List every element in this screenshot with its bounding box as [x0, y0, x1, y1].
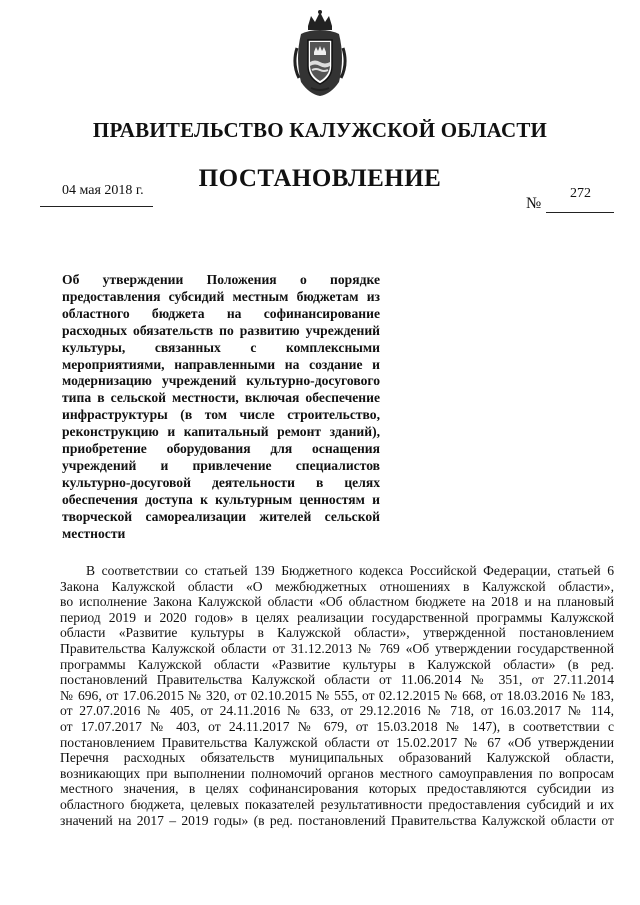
body-line: возникающих при выполнении полномочий органов местного самоуправления по вопросам [60, 765, 614, 781]
body-paragraph [60, 579, 614, 829]
subject-line: инфраструктуры (в том числе строительство, [62, 407, 380, 423]
subject-line: приобретение оборудования для оснащения [62, 441, 380, 457]
document-type-title: ПОСТАНОВЛЕНИЕ [198, 165, 442, 192]
body-line: от 27.07.2016 № 405, от 24.11.2016 № 633, от 29.12.2016 № 718, от 16.03.2017 № 114, [60, 703, 614, 719]
body-line: период 2019 и 2020 годов» в целях реализации государственной программы Калужской [60, 609, 614, 625]
subject-line: творческой самореализации жителей сельской [62, 508, 380, 524]
body-line: во исполнение Закона Калужской области «Об областном бюджете на 2018 и на плановый [60, 594, 614, 610]
document-number: 272 [570, 186, 591, 201]
kaluga-coat-of-arms-icon [291, 8, 349, 98]
subject-line: культурно-досуговой деятельности в целях [62, 474, 380, 490]
body-line: Правительства Калужской области от 31.12.2013 № 769 «Об утверждении государственной [60, 640, 614, 656]
document-body [60, 563, 614, 828]
number-underline [546, 212, 614, 213]
body-line: постановлений Правительства Калужской области от 11.06.2014 № 351, от 27.11.2014 [60, 672, 614, 688]
body-line: от 17.07.2017 № 403, от 24.11.2017 № 679, от 15.03.2018 № 147), в соответствии с [60, 718, 614, 734]
subject-line: учреждений и привлечение специалистов [62, 457, 380, 473]
subject-line: модернизацию учреждений культурно-досугового [62, 373, 380, 389]
body-line: областного бюджета, целевых показателей результативности предоставления субсидий и их [60, 796, 614, 812]
body-line: программы Калужской области «Развитие культуры в Калужской области» (в ред. [60, 656, 614, 672]
body-line: местного значения, в целях софинансирования которых предоставляются субсидии из [60, 781, 614, 797]
government-title: ПРАВИТЕЛЬСТВО КАЛУЖСКОЙ ОБЛАСТИ [92, 118, 548, 142]
body-line: Закона Калужской области «О межбюджетных отношениях в Калужской области», [60, 578, 614, 594]
document-date: 04 мая 2018 г. [62, 183, 144, 198]
subject-line: мероприятиями, направленными на создание и [62, 356, 380, 372]
subject-line: обеспечения доступа к культурным ценностям и [62, 491, 380, 507]
subject-line: предоставления субсидий местным бюджетам из [62, 288, 380, 304]
subject-line: культуры, связанных с комплексными [62, 339, 380, 355]
body-line: области «Развитие культуры в Калужской области», утвержденной постановлением [60, 625, 614, 641]
subject-line: расходных обязательств по развитию учреждений [62, 322, 380, 338]
subject-line: областного бюджета на софинансирование [62, 305, 380, 321]
body-line: № 696, от 17.06.2015 № 320, от 02.10.2015 № 555, от 02.12.2015 № 668, от 18.03.2016 № 183, [60, 687, 614, 703]
subject-line: типа в сельской местности, включая обеспечение [62, 390, 380, 406]
subject-line: местности [62, 525, 126, 541]
body-line: Перечня расходных обязательств муниципальных образований Калужской области, [60, 750, 614, 766]
body-line: постановлением Правительства Калужской области от 15.02.2017 № 67 «Об утверждении [60, 734, 614, 750]
document-subject [62, 272, 380, 543]
body-line: В соответствии со статьей 139 Бюджетного кодекса Российской Федерации, статьей 6 [86, 563, 614, 578]
body-line: значений на 2017 – 2019 годы» (в ред. постановлений Правительства Калужской области от [60, 812, 614, 828]
subject-line: Об утверждении Положения о порядке [62, 272, 380, 287]
number-sign: № [526, 195, 542, 212]
date-underline [40, 206, 153, 207]
subject-line: реконструкцию и капитальный ремонт зданий), [62, 424, 380, 440]
